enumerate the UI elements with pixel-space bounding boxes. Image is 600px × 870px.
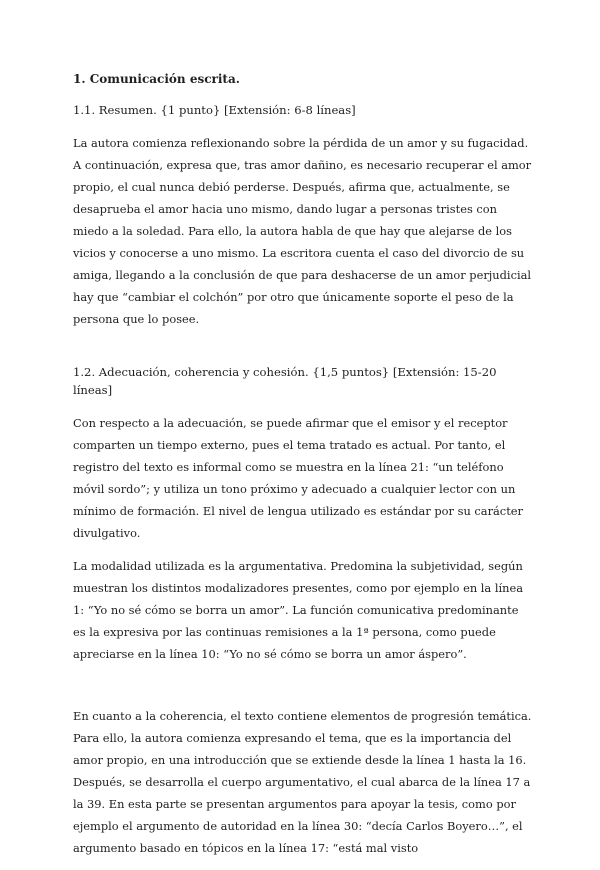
adequacy-heading: 1.2. Adecuación, coherencia y cohesión. {1,5 puntos} [Extensión: 15-20 líneas]: [73, 365, 497, 397]
coherence-paragraph: En cuanto a la coherencia, el texto contiene elementos de progresión temática. Para ello, la autora comienza expresando el tema, que es la importancia del amor propio, en una introducción que se extiende desde la línea 1 hasta la 16. Después, se desarrolla el cuerpo argumentativo, el cual abarca de la línea 17 a la 39. En esta parte se presentan argumentos para apoyar la tesis, como por ejemplo el argumento de autoridad en la línea 30: “decía Carlos Boyero…”, el argumento basado en tópicos en la línea 17: “está mal visto: [73, 709, 532, 855]
summary-heading: 1.1. Resumen. {1 punto} [Extensión: 6-8 líneas]: [73, 103, 356, 117]
summary-paragraph: La autora comienza reflexionando sobre la pérdida de un amor y su fugacidad. A continuación, expresa que, tras amor dañino, es necesario recuperar el amor propio, el cual nunca debió perderse. Después, afirma que, actualmente, se desaprueba el amor hacia uno mismo, dando lugar a personas tristes con miedo a la soledad. Para ello, la autora habla de que hay que alejarse de los vicios y conocerse a uno mismo. La escritora cuenta el caso del divorcio de su amiga, llegando a la conclusión de que para deshacerse de un amor perjudicial hay que “cambiar el colchón” por otro que únicamente soporte el peso de la persona que lo posee.: [73, 136, 532, 326]
adequacy-paragraph: Con respecto a la adecuación, se puede afirmar que el emisor y el receptor comparten un tiempo externo, pues el tema tratado es actual. Por tanto, el registro del texto es informal como se muestra en la línea 21: “un teléfono móvil sordo”; y utiliza un tono próximo y adecuado a cualquier lector con un mínimo de formación. El nivel de lengua utilizado es estándar por su carácter divulgativo.: [73, 416, 523, 540]
modality-paragraph: La modalidad utilizada es la argumentativa. Predomina la subjetividad, según muestran los distintos modalizadores presentes, como por ejemplo en la línea 1: “Yo no sé cómo se borra un amor”. La función comunicativa predominante es la expresiva por las continuas remisiones a la 1ª persona, como puede apreciarse en la línea 10: “Yo no sé cómo se borra un amor áspero”.: [73, 559, 523, 661]
document-page: [73, 70, 533, 870]
section-heading: 1. Comunicación escrita.: [73, 72, 240, 86]
